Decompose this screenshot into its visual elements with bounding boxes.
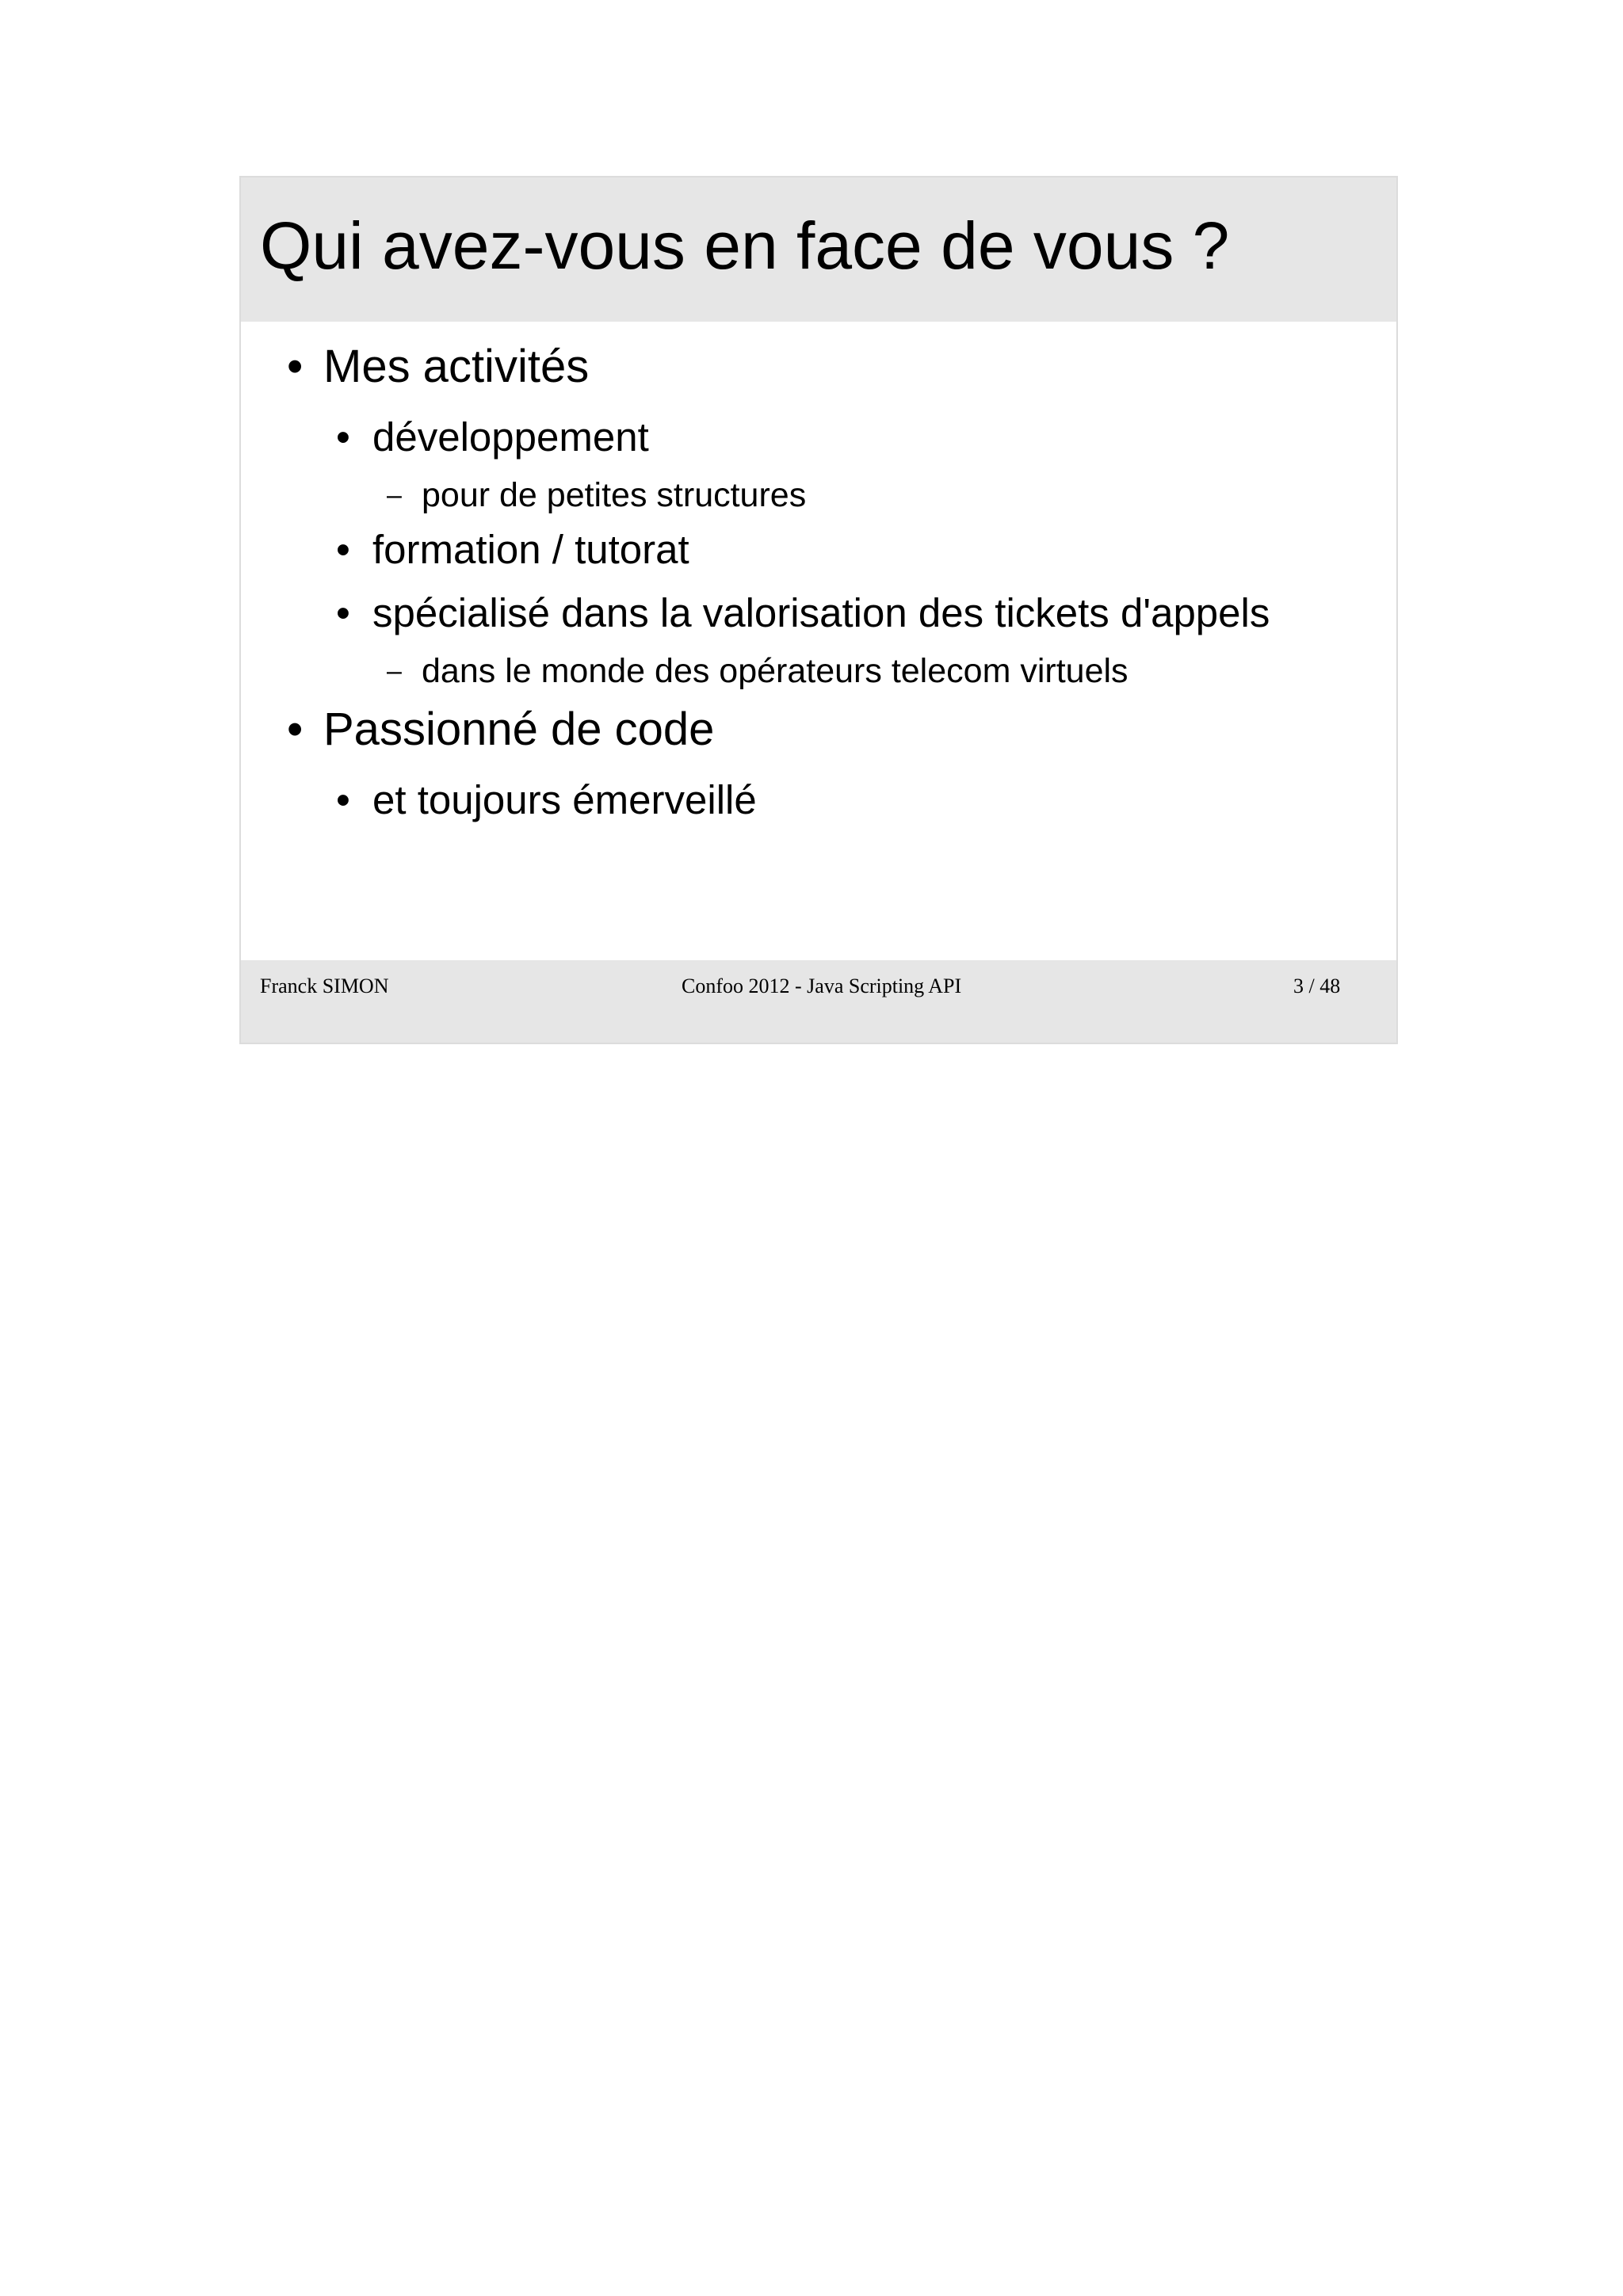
bullet-marker: • — [336, 527, 350, 572]
bullet-marker: • — [336, 590, 350, 635]
bullet-item — [387, 652, 1128, 690]
dash-marker: – — [387, 480, 402, 510]
bullet-text: formation / tutorat — [372, 527, 689, 572]
bullet-text: Mes activités — [323, 341, 590, 392]
bullet-marker: • — [336, 777, 350, 822]
footer-event: Confoo 2012 - Java Scripting API — [682, 974, 962, 997]
slide — [239, 176, 1398, 1044]
bullet-text: développement — [372, 414, 649, 460]
footer-page-number: 3 / 48 — [1293, 974, 1341, 997]
slide-title: Qui avez-vous en face de vous ? — [260, 208, 1230, 283]
bullet-text: spécialisé dans la valorisation des tickets d'appels — [372, 590, 1270, 635]
bullet-item — [287, 341, 590, 392]
bullet-marker: • — [287, 341, 304, 392]
bullet-text: et toujours émerveillé — [372, 777, 757, 822]
bullet-item — [336, 414, 649, 460]
bullet-item — [287, 704, 715, 755]
footer-author: Franck SIMON — [260, 974, 389, 997]
bullet-item — [336, 777, 757, 822]
bullet-text: Passionné de code — [323, 704, 715, 755]
bullet-marker: • — [336, 414, 350, 460]
dash-marker: – — [387, 656, 402, 686]
footer-bar — [241, 960, 1396, 1043]
bullet-text: pour de petites structures — [422, 476, 807, 514]
bullet-item — [336, 527, 689, 572]
title-bar — [241, 177, 1396, 322]
bullet-item — [387, 476, 807, 514]
bullet-marker: • — [287, 704, 304, 755]
bullet-text: dans le monde des opérateurs telecom virtuels — [422, 652, 1128, 690]
bullet-item — [336, 590, 1270, 635]
